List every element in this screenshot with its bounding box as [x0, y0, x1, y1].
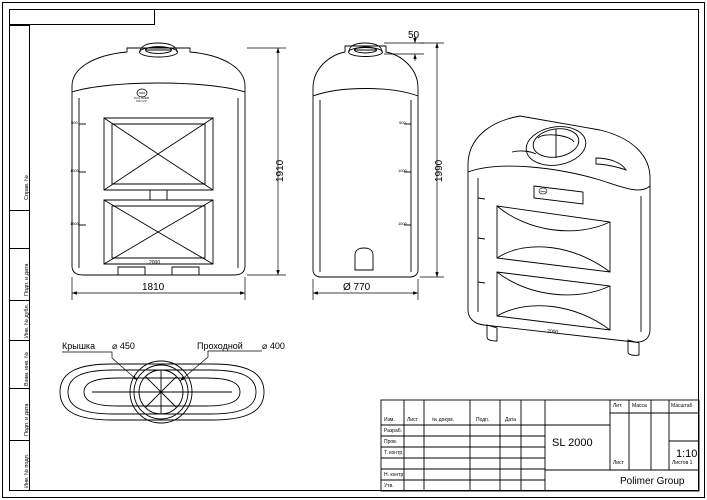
top-view-lid-dim: ⌀ 450	[112, 341, 135, 351]
left-margin-field-3: Взам. инв. №	[24, 351, 30, 386]
top-view-passage-label: Проходной	[197, 341, 243, 351]
left-margin-field-1: Подп. и дата	[24, 263, 30, 296]
top-view-tank	[60, 361, 264, 423]
stamp-mass-label: Масса	[632, 403, 647, 409]
stamp-col-data: Дата	[505, 417, 517, 423]
left-margin-field-5: Инв. № подл.	[24, 453, 30, 488]
front-logo-text-1: POLIMER	[134, 96, 150, 100]
front-height-dim-label: 1910	[275, 159, 286, 182]
stamp-scale-value: 1:10	[676, 448, 698, 460]
side-height-dim-label: 1990	[434, 159, 445, 182]
top-view-leaders	[62, 351, 262, 381]
stamp-row-tkontr: Т. контр.	[384, 450, 404, 456]
front-logo-text-2: GROUP	[136, 99, 148, 103]
top-view-passage-dim: ⌀ 400	[262, 341, 285, 351]
top-view-lid-label: Крышка	[62, 341, 96, 351]
isometric-logo-badge	[539, 188, 547, 194]
stamp-sheet-label: Лист	[613, 460, 624, 466]
stamp-lit-label: Лит.	[613, 403, 623, 409]
front-tick-1000: 1000	[70, 168, 79, 173]
stamp-company: Polimer Group	[620, 476, 685, 487]
stamp-scale-label: Масштаб	[671, 403, 693, 409]
stamp-sheets-label: Листов 1	[672, 460, 693, 466]
side-tick-1000: 1000	[398, 168, 407, 173]
side-view-tank	[313, 43, 418, 277]
stamp-col-izm: Изм.	[384, 417, 395, 423]
side-diameter-dim-label: Ø 770	[343, 282, 371, 293]
left-margin-field-2: Инв. № дубл.	[24, 303, 30, 338]
front-tick-1500: 1500	[70, 221, 79, 226]
stamp-row-utv: Утв.	[384, 483, 394, 489]
iso-volume-label: 2000	[546, 328, 559, 336]
front-tick-500: 500	[71, 120, 78, 125]
side-tick-500: 500	[399, 120, 406, 125]
stamp-col-list: Лист	[407, 417, 418, 423]
stamp-row-razrab: Разраб.	[384, 428, 403, 434]
front-view-tank	[72, 43, 245, 275]
stamp-row-nkontr: Н. контр.	[384, 472, 405, 478]
stamp-drawing-title: SL 2000	[552, 437, 593, 449]
side-tick-1500: 1500	[398, 221, 407, 226]
side-neck-dim-label: 50	[408, 30, 420, 41]
left-margin-field-4: Подп. и дата	[24, 403, 30, 436]
front-width-dim-label: 1810	[142, 282, 165, 293]
stamp-row-prov: Пров.	[384, 439, 398, 445]
front-body-volume-label: 2000	[149, 260, 161, 266]
left-margin-field-0: Справ. №	[24, 175, 30, 200]
isometric-view-tank	[468, 116, 650, 355]
stamp-col-podp: Подп.	[476, 417, 490, 423]
stamp-col-docnum: № докум.	[432, 417, 454, 423]
